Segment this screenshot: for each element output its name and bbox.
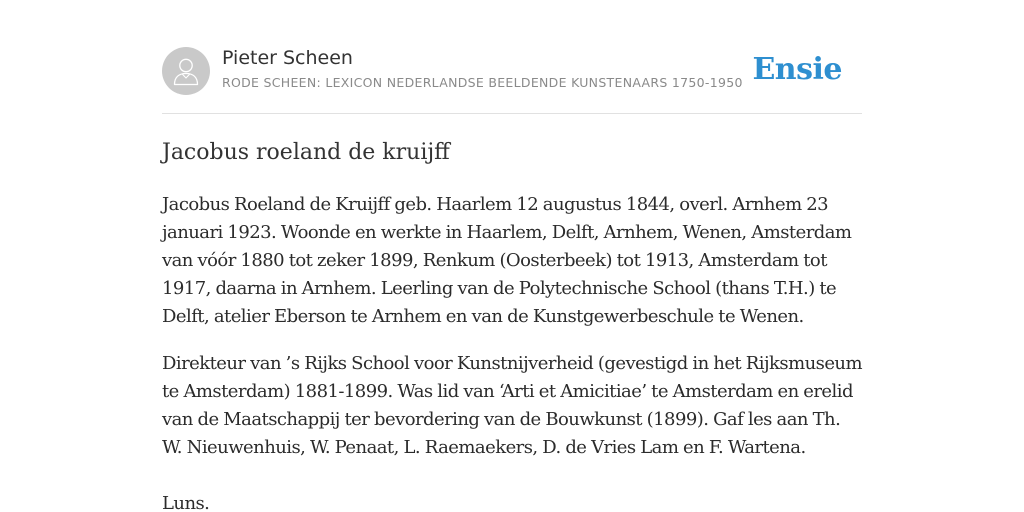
entry-paragraph: Jacobus Roeland de Kruijff geb. Haarlem 12 augustus 1844, overl. Arnhem 23 januari 1923. Woonde en werkte in Haarlem, Delft, Arnhem, Wenen, Amsterdam van vóór 1880 tot zeker 1899, Renkum (Oosterbeek) tot 1913, Amsterdam tot 1917, daarna in Arnhem. Leerling van de Polytechnische School (thans T.H.) te Delft, atelier Eberson te Arnhem en van de Kunstgewerbeschule te Wenen.: [162, 194, 852, 327]
article-header: [162, 46, 862, 96]
entry-title: Jacobus roeland de kruijff: [162, 140, 450, 165]
entry-paragraph: Direkteur van ’s Rijks School voor Kunstnijverheid (gevestigd in het Rijksmuseum te Amsterdam) 1881-1899. Was lid van ‘Arti et Amicitiae’ te Amsterdam en erelid van de Maatschappij ter bevordering van de Bouwkunst (1899). Gaf les aan Th. W. Nieuwenhuis, W. Penaat, L. Raemaekers, D. de Vries Lam en F. Wartena.: [162, 353, 862, 458]
author-name[interactable]: Pieter Scheen: [222, 47, 353, 69]
avatar[interactable]: [162, 47, 210, 95]
entry-content: [162, 137, 862, 512]
source-lexicon[interactable]: RODE SCHEEN: LEXICON NEDERLANDSE BEELDENDE KUNSTENAARS 1750-1950: [222, 75, 743, 90]
entry-paragraph: Luns.: [162, 493, 210, 512]
ensie-logo[interactable]: Ensie: [752, 52, 842, 87]
user-silhouette-icon: [172, 56, 200, 86]
header-divider: [162, 113, 862, 114]
